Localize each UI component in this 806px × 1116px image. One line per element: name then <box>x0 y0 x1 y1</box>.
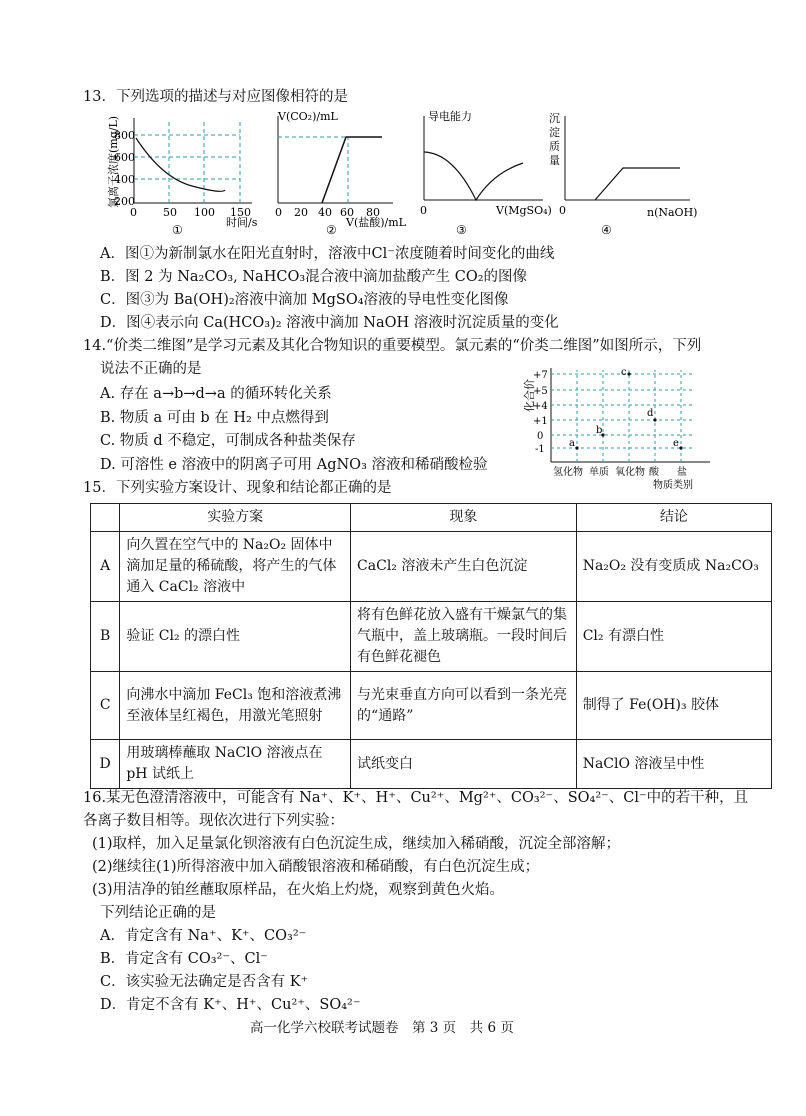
vc-ylabel: 化合价 <box>523 379 536 412</box>
g1-y200: 200 <box>114 195 135 208</box>
vc-y1: +1 <box>533 416 548 427</box>
vc-xlabel: 物质类别 <box>653 480 693 491</box>
vc-x-element: 单质 <box>589 467 609 478</box>
q14-stem-1: 14.“价类二维图”是学习元素及其化合物知识的重要模型。氯元素的“价类二维图”如图所示，下列 <box>83 338 702 354</box>
g2-num: ② <box>326 223 337 237</box>
row-plan: 向久置在空气中的 Na₂O₂ 固体中滴加足量的稀硫酸，将产生的气体通入 CaCl₂ 溶液中 <box>120 532 351 602</box>
g1-y400: 400 <box>114 173 135 186</box>
g1-x100: 100 <box>194 206 215 219</box>
g1-num: ① <box>172 223 183 237</box>
row-label[interactable]: C <box>91 672 120 740</box>
g4-y1: 沉 <box>549 112 560 125</box>
table-row <box>91 602 772 672</box>
vc-point-c: c <box>621 367 627 378</box>
g2-x40: 40 <box>318 206 332 219</box>
q13-option-b[interactable]: B．图 2 为 Na₂CO₃, NaHCO₃混合液中滴加盐酸产生 CO₂的图像 <box>100 269 528 285</box>
header-conclusion: 结论 <box>576 504 771 532</box>
vc-point-a: a <box>569 438 575 449</box>
q14-option-b[interactable]: B. 物质 a 可由 b 在 H₂ 中点燃得到 <box>100 410 329 426</box>
g2-x0: 0 <box>275 206 282 219</box>
g3-num: ③ <box>456 223 467 237</box>
q13-stem: 13．下列选项的描述与对应图像相符的是 <box>83 89 348 105</box>
g1-x0: 0 <box>130 206 137 219</box>
row-conclusion: Na₂O₂ 没有变质成 Na₂CO₃ <box>576 532 771 602</box>
vc-ym1: -1 <box>535 444 545 455</box>
g4-y4: 量 <box>549 154 560 167</box>
row-plan: 用玻璃棒蘸取 NaClO 溶液点在 pH 试纸上 <box>120 740 351 789</box>
g4-x0: 0 <box>559 204 566 217</box>
experiment-table <box>90 503 772 789</box>
vc-x-acid: 酸 <box>649 467 659 478</box>
q16-option-d[interactable]: D．肯定不含有 K⁺、H⁺、Cu²⁺、SO₄²⁻ <box>100 997 361 1013</box>
g4-y2: 淀 <box>549 126 560 139</box>
g1-y600: 600 <box>114 151 135 164</box>
row-phenomenon: 与光束垂直方向可以看到一条光亮的“通路” <box>351 672 577 740</box>
row-conclusion: NaClO 溶液呈中性 <box>576 740 771 789</box>
q16-option-c[interactable]: C．该实验无法确定是否含有 K⁺ <box>100 974 309 990</box>
vc-x-salt: 盐 <box>677 467 687 478</box>
q14-option-c[interactable]: C. 物质 d 不稳定，可制成各种盐类保存 <box>100 433 356 449</box>
g4-num: ④ <box>601 223 612 237</box>
vc-y4: +4 <box>533 401 548 412</box>
q16-step-2: (2)继续往(1)所得溶液中加入硝酸银溶液和稀硝酸，有白色沉淀生成； <box>92 859 540 875</box>
row-phenomenon: CaCl₂ 溶液未产生白色沉淀 <box>351 532 577 602</box>
q13-option-d[interactable]: D．图④表示向 Ca(HCO₃)₂ 溶液中滴加 NaOH 溶液时沉淀质量的变化 <box>100 315 559 331</box>
vc-point-d: d <box>647 408 654 419</box>
g1-x150: 150 <box>230 206 251 219</box>
g2-xlabel: V(盐酸)/mL <box>346 216 406 229</box>
q16-stem-2: 各离子数目相等。现依次进行下列实验： <box>83 813 344 829</box>
row-label[interactable]: B <box>91 602 120 672</box>
row-label[interactable]: D <box>91 740 120 789</box>
g3-ylabel: 导电能力 <box>428 110 472 123</box>
g2-ylabel: V(CO₂)/mL <box>278 110 338 123</box>
g2-x20: 20 <box>294 206 308 219</box>
q16-step-1: (1)取样，加入足量氯化钡溶液有白色沉淀生成，继续加入稀硝酸，沉淀全部溶解； <box>92 836 621 852</box>
header-phenomenon: 现象 <box>351 504 577 532</box>
q15-stem: 15．下列实验方案设计、现象和结论都正确的是 <box>83 480 392 496</box>
q13-option-c[interactable]: C．图③为 Ba(OH)₂溶液中滴加 MgSO₄溶液的导电性变化图像 <box>100 292 509 308</box>
row-label[interactable]: A <box>91 532 120 602</box>
q16-prompt: 下列结论正确的是 <box>100 905 216 921</box>
row-plan: 验证 Cl₂ 的漂白性 <box>120 602 351 672</box>
g1-xlabel: 时间/s <box>226 216 258 229</box>
q16-stem-1: 16.某无色澄清溶液中，可能含有 Na⁺、K⁺、H⁺、Cu²⁺、Mg²⁺、CO₃²⁻、SO₄²⁻、Cl⁻中的若干种，且 <box>83 790 749 806</box>
q16-option-a[interactable]: A．肯定含有 Na⁺、K⁺、CO₃²⁻ <box>100 928 307 944</box>
table-row <box>91 672 772 740</box>
g2-x80: 80 <box>366 206 380 219</box>
row-phenomenon: 试纸变白 <box>351 740 577 789</box>
vc-point-b: b <box>596 425 603 436</box>
g3-x0: 0 <box>420 204 427 217</box>
graph-1 <box>92 108 262 238</box>
graph-3 <box>418 108 558 238</box>
page-footer: 高一化学六校联考试题卷 第 3 页 共 6 页 <box>250 1020 514 1036</box>
table-row <box>91 532 772 602</box>
graph-4 <box>545 108 705 238</box>
q14-stem-2: 说法不正确的是 <box>100 361 202 377</box>
vc-x-oxide: 氧化物 <box>615 467 645 478</box>
vc-x-hydride: 氢化物 <box>553 467 583 478</box>
g4-xlabel: n(NaOH) <box>647 206 698 219</box>
g4-y3: 质 <box>549 140 560 153</box>
g1-x50: 50 <box>163 206 177 219</box>
row-conclusion: 制得了 Fe(OH)₃ 胶体 <box>576 672 771 740</box>
valence-class-chart <box>505 362 715 492</box>
header-plan: 实验方案 <box>120 504 351 532</box>
table-row <box>91 740 772 789</box>
g3-xlabel: V(MgSO₄) <box>496 204 552 217</box>
q13-option-a[interactable]: A．图①为新制氯水在阳光直射时，溶液中Cl⁻浓度随着时间变化的曲线 <box>100 246 555 262</box>
row-plan: 向沸水中滴加 FeCl₃ 饱和溶液煮沸至液体呈红褐色，用激光笔照射 <box>120 672 351 740</box>
q16-step-3: (3)用洁净的铂丝蘸取原样品，在火焰上灼烧，观察到黄色火焰。 <box>92 882 505 898</box>
g2-x60: 60 <box>340 206 354 219</box>
vc-y0: 0 <box>537 431 544 442</box>
g1-y800: 800 <box>114 129 135 142</box>
q14-option-a[interactable]: A. 存在 a→b→d→a 的循环转化关系 <box>100 386 332 402</box>
vc-point-e: e <box>673 438 679 449</box>
table-header-row <box>91 504 772 532</box>
row-conclusion: Cl₂ 有漂白性 <box>576 602 771 672</box>
vc-y5: +5 <box>533 386 548 397</box>
graph1-ylabel: 氯离子浓度(mg/L) <box>107 115 120 208</box>
vc-y7: +7 <box>533 370 548 381</box>
graph-2 <box>268 108 418 238</box>
q14-option-d[interactable]: D. 可溶性 e 溶液中的阴离子可用 AgNO₃ 溶液和稀硝酸检验 <box>100 457 488 473</box>
row-phenomenon: 将有色鲜花放入盛有干燥氯气的集气瓶中，盖上玻璃瓶。一段时间后有色鲜花褪色 <box>351 602 577 672</box>
q16-option-b[interactable]: B．肯定含有 CO₃²⁻、Cl⁻ <box>100 951 268 967</box>
